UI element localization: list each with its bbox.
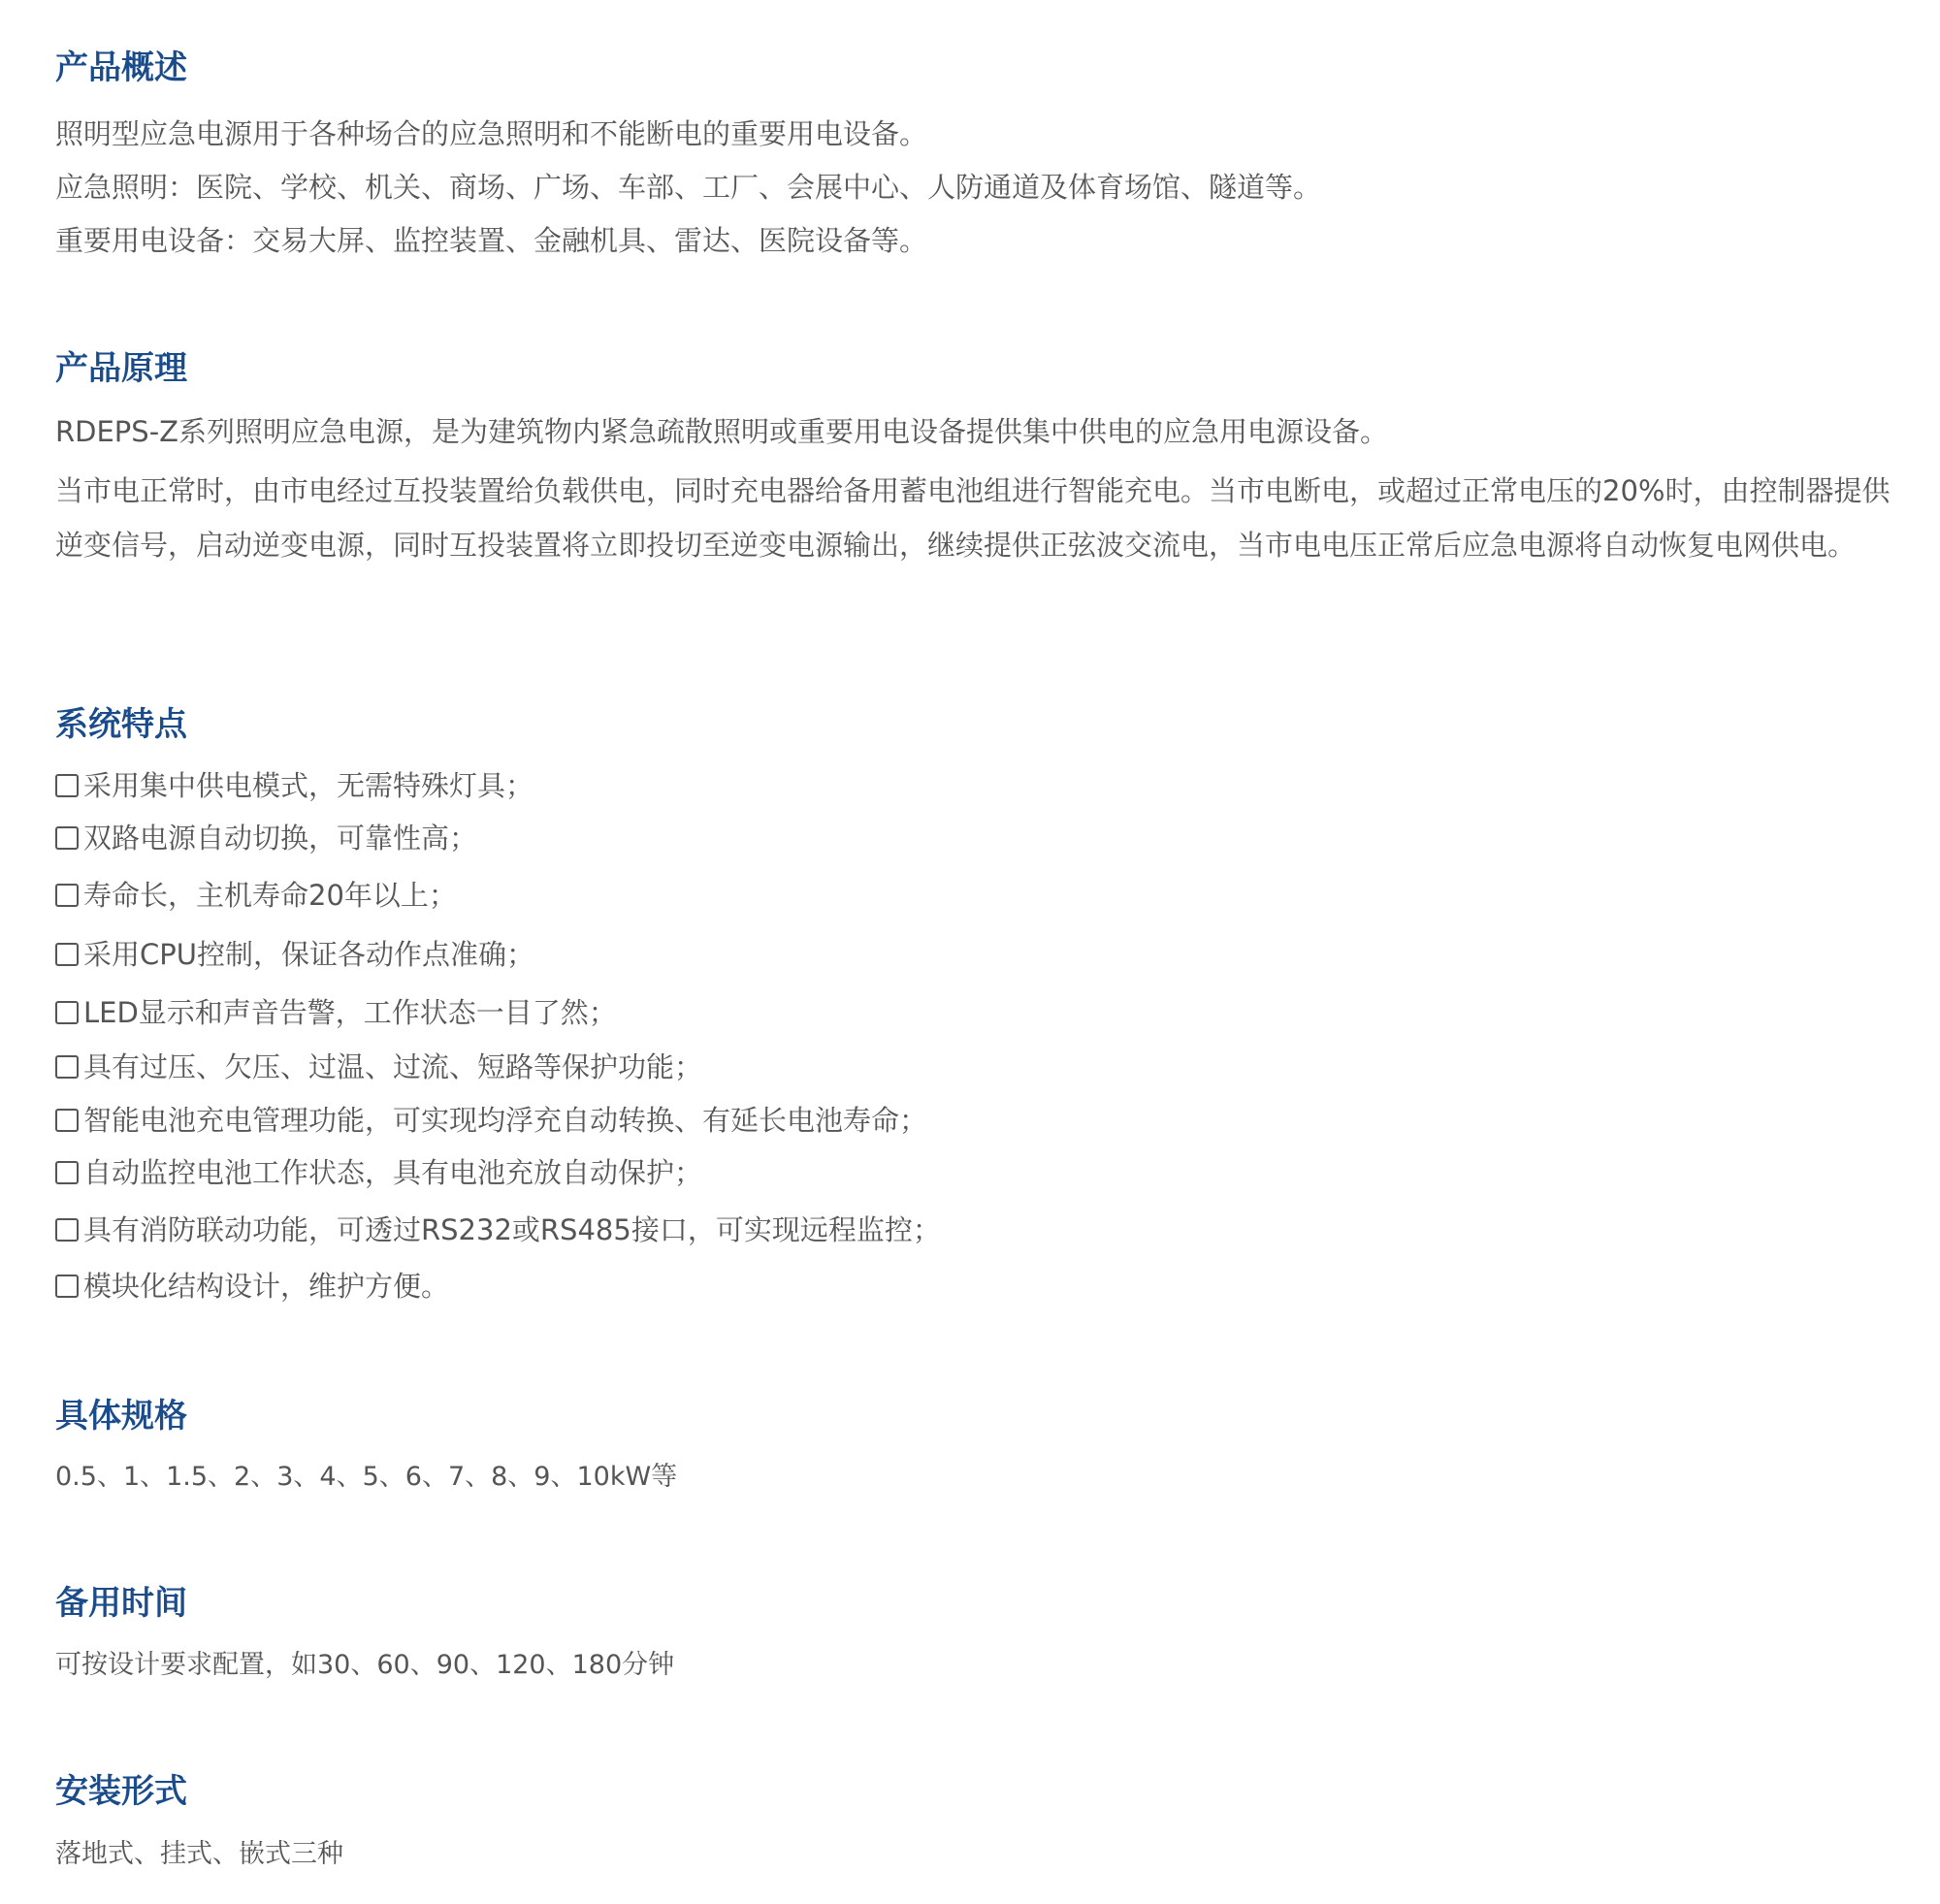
specs-heading: 具体规格 bbox=[55, 1397, 187, 1436]
principle-intro: RDEPS-Z系列照明应急电源，是为建筑物内紧急疏散照明或重要用电设备提供集中供电的应急用电源设备。 bbox=[55, 415, 1389, 448]
feature-item bbox=[55, 876, 1918, 915]
feature-text: 采用集中供电模式，无需特殊灯具； bbox=[83, 769, 534, 802]
specs-text: 0.5、1、1.5、2、3、4、5、6、7、8、9、10kW等 bbox=[55, 1462, 678, 1492]
feature-text: 智能电池充电管理功能，可实现均浮充自动转换、有延长电池寿命； bbox=[83, 1104, 928, 1137]
feature-text: 寿命长，主机寿命20年以上； bbox=[83, 879, 457, 912]
backup-heading: 备用时间 bbox=[55, 1584, 187, 1623]
principle-heading: 产品原理 bbox=[55, 349, 187, 388]
backup-row bbox=[55, 1646, 1918, 1685]
feature-item bbox=[55, 1101, 1918, 1140]
feature-item bbox=[55, 766, 1918, 805]
specs-section bbox=[55, 1397, 1918, 1436]
overview-section bbox=[55, 48, 1918, 87]
principle-intro-row bbox=[55, 412, 1918, 451]
checkbox-square-icon bbox=[55, 826, 79, 850]
specs-row bbox=[55, 1458, 1918, 1497]
feature-item bbox=[55, 993, 1918, 1032]
features-heading: 系统特点 bbox=[55, 705, 187, 744]
checkbox-square-icon bbox=[55, 943, 79, 966]
overview-text: 应急照明：医院、学校、机关、商场、广场、车部、工厂、会展中心、人防通道及体育场馆、隧道等。 bbox=[55, 171, 1322, 204]
backup-text: 可按设计要求配置，如30、60、90、120、180分钟 bbox=[55, 1650, 675, 1680]
feature-text: 双路电源自动切换，可靠性高； bbox=[83, 822, 478, 855]
feature-text: 具有消防联动功能，可透过RS232或RS485接口，可实现远程监控； bbox=[83, 1213, 941, 1246]
checkbox-square-icon bbox=[55, 1055, 79, 1079]
overview-line-3 bbox=[55, 221, 1918, 260]
overview-line-1 bbox=[55, 114, 1918, 153]
features-section bbox=[55, 705, 1918, 744]
checkbox-square-icon bbox=[55, 1161, 79, 1184]
checkbox-square-icon bbox=[55, 1218, 79, 1242]
install-heading: 安装形式 bbox=[55, 1772, 187, 1811]
checkbox-square-icon bbox=[55, 1109, 79, 1132]
install-row bbox=[55, 1835, 1918, 1874]
install-text: 落地式、挂式、嵌式三种 bbox=[55, 1839, 343, 1869]
feature-item bbox=[55, 935, 1918, 974]
feature-item bbox=[55, 1267, 1918, 1306]
principle-section bbox=[55, 349, 1918, 388]
principle-body-row bbox=[55, 464, 1918, 572]
feature-item bbox=[55, 1048, 1918, 1086]
feature-text: 具有过压、欠压、过温、过流、短路等保护功能； bbox=[83, 1050, 703, 1083]
backup-section bbox=[55, 1584, 1918, 1623]
overview-text: 重要用电设备：交易大屏、监控装置、金融机具、雷达、医院设备等。 bbox=[55, 224, 928, 257]
feature-text: 采用CPU控制，保证各动作点准确； bbox=[83, 938, 534, 971]
overview-heading: 产品概述 bbox=[55, 48, 187, 87]
overview-text: 照明型应急电源用于各种场合的应急照明和不能断电的重要用电设备。 bbox=[55, 117, 928, 150]
feature-item bbox=[55, 1153, 1918, 1192]
feature-item bbox=[55, 1210, 1918, 1249]
install-section bbox=[55, 1772, 1918, 1811]
checkbox-square-icon bbox=[55, 884, 79, 907]
principle-body: 当市电正常时，由市电经过互投装置给负载供电，同时充电器给备用蓄电池组进行智能充电。当市电断电，或超过正常电压的20%时，由控制器提供逆变信号，启动逆变电源，同时互投装置将立即投切至逆变电源输出，继续提供正弦波交流电，当市电电压正常后应急电源将自动恢复电网供电。 bbox=[55, 474, 1891, 562]
feature-text: LED显示和声音告警，工作状态一目了然； bbox=[83, 996, 617, 1029]
checkbox-square-icon bbox=[55, 774, 79, 797]
checkbox-square-icon bbox=[55, 1275, 79, 1298]
overview-line-2 bbox=[55, 168, 1918, 207]
checkbox-square-icon bbox=[55, 1001, 79, 1024]
feature-text: 模块化结构设计，维护方便。 bbox=[83, 1270, 450, 1303]
feature-item bbox=[55, 819, 1918, 857]
feature-text: 自动监控电池工作状态，具有电池充放自动保护； bbox=[83, 1156, 703, 1189]
